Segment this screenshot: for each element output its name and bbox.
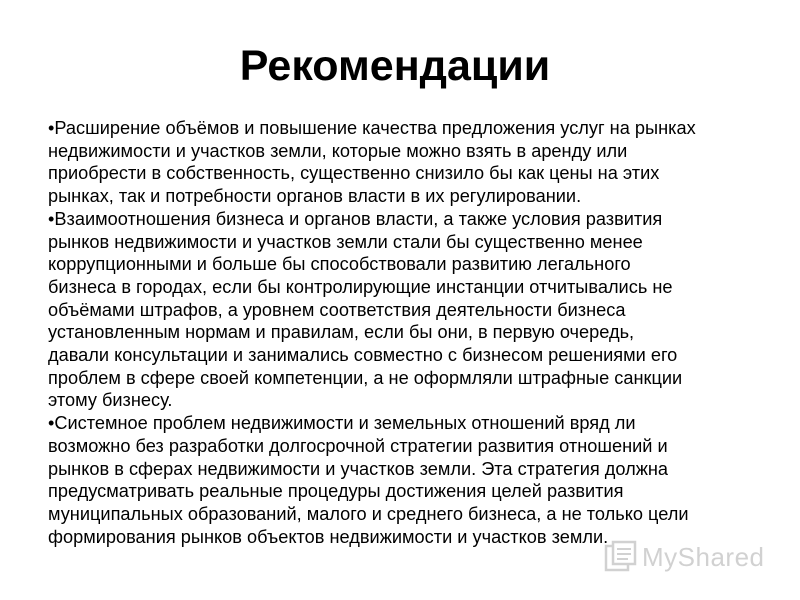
slide-title: Рекомендации [239, 42, 551, 90]
bullet-line: приобрести в собственность, существенно снизило бы как цены на этих [48, 163, 660, 184]
bullet-item [48, 117, 753, 208]
bullet-line: •Системное проблем недвижимости и земельных отношений вряд ли [48, 413, 636, 434]
bullet-line: муниципальных образований, малого и среднего бизнеса, а не только цели [48, 503, 689, 524]
bullet-line: •Взаимоотношения бизнеса и органов власти, а также условия развития [48, 208, 663, 229]
bullet-line: рынков в сферах недвижимости и участков земли. Эта стратегия должна [48, 458, 669, 479]
bullet-line: формирования рынков объектов недвижимости и участков земли. [48, 526, 609, 547]
bullet-line: •Расширение объёмов и повышение качества предложения услуг на рынках [48, 118, 696, 138]
bullet-list [48, 117, 753, 548]
bullet-line: этому бизнесу. [48, 390, 173, 411]
bullet-item [48, 412, 753, 548]
bullet-line: рынках, так и потребности органов власти в их регулировании. [48, 186, 582, 207]
bullet-line: предусматривать реальные процедуры достижения целей развития [48, 481, 624, 502]
bullet-item [48, 208, 753, 412]
bullet-line: недвижимости и участков земли, которые можно взять в аренду или [48, 140, 628, 161]
watermark-text: MyShared [642, 541, 765, 572]
bullet-line: давали консультации и занимались совместно с бизнесом решениями его [48, 345, 678, 366]
bullet-line: бизнеса в городах, если бы контролирующие инстанции отчитывались не [48, 276, 673, 297]
bullet-line: проблем в сфере своей компетенции, а не оформляли штрафные санкции [48, 367, 683, 388]
bullet-line: возможно без разработки долгосрочной стратегии развития отношений и [48, 435, 668, 456]
bullet-line: установленным нормам и правилам, если бы они, в первую очередь, [48, 322, 635, 343]
bullet-line: объёмами штрафов, а уровнем соответствия деятельности бизнеса [48, 299, 626, 320]
bullet-line: коррупционными и больше бы способствовали развитию легального [48, 254, 631, 275]
bullet-line: рынков недвижимости и участков земли стали бы существенно менее [48, 231, 643, 252]
